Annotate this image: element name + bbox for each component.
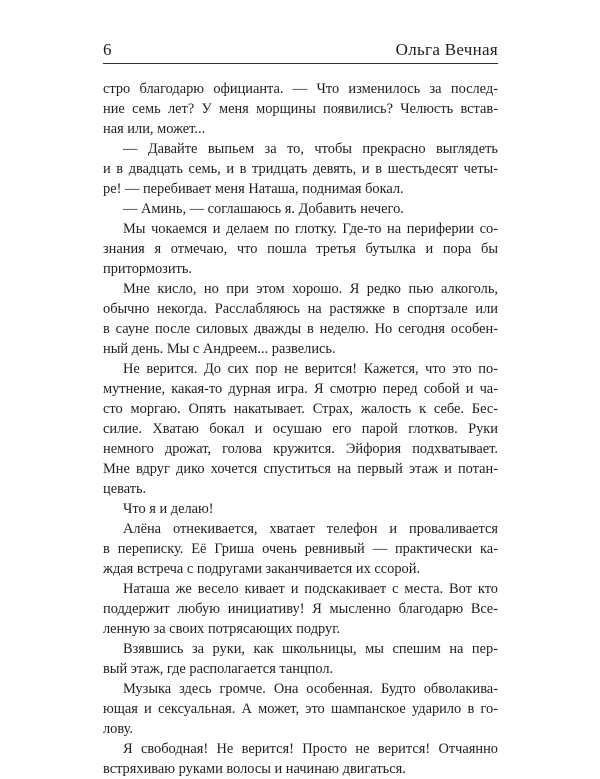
text-line: стро благодарю официанта. — Что изменилось за послед- (103, 81, 498, 97)
header-rule (103, 63, 498, 64)
text-line: в переписку. Её Гриша очень ревнивый — практически ка- (103, 541, 498, 557)
text-line: ждая встреча с подругами заканчивается их ссорой. (103, 561, 421, 577)
text-line: Музыка здесь громче. Она особенная. Будто обволакива- (123, 681, 498, 697)
text-line: поддержит любую инициативу! Я мысленно благодарю Всe- (103, 601, 498, 617)
text-line: в сауне после силовых дважды в неделю. Но сегодня особен- (103, 321, 498, 337)
text-line: обычно некогда. Расслабляюсь на растяжке в спортзале или (103, 301, 498, 317)
text-line: силие. Хватаю бокал и осушаю его парой глотков. Руки (103, 421, 498, 437)
text-line: мутнение, какая-то дурная игра. Я смотрю перед собой и ча- (103, 381, 498, 397)
body-text (103, 79, 498, 779)
text-line: лову. (103, 721, 134, 737)
page-header (103, 34, 498, 64)
text-line: Мне кисло, но при этом хорошо. Я редко пью алкоголь, (123, 281, 498, 297)
text-line: ленную за своих потрясающих подруг. (103, 621, 341, 637)
text-line: сто моргаю. Опять накатывает. Страх, жалость к себе. Бес- (103, 401, 498, 417)
text-line: Я свободная! Не верится! Просто не верится! Отчаянно (123, 741, 498, 757)
text-line: Мы чокаемся и делаем по глотку. Где-то на периферии со- (123, 221, 498, 237)
text-line: ный день. Мы с Андреем... развелись. (103, 341, 336, 357)
text-line: и в двадцать семь, и в тридцать девять, и в шестьдесят четы- (103, 161, 498, 177)
text-line: Взявшись за руки, как школьницы, мы спешим на пер- (123, 641, 498, 657)
text-line: немного дрожат, голова кружится. Эйфория подхватывает. (103, 441, 498, 457)
text-line: встряхиваю руками волосы и начинаю двигаться. (103, 761, 406, 777)
text-line: ние семь лет? У меня морщины появились? Челюсть встав- (103, 101, 498, 117)
text-line: притормозить. (103, 261, 193, 277)
running-head-author: Ольга Вечная (395, 40, 498, 59)
text-line: Мне вдруг дико хочется спуститься на первый этаж и потан- (103, 461, 498, 477)
page-number: 6 (103, 40, 112, 59)
text-line: Наташа же весело кивает и подскакивает с места. Вот кто (123, 581, 498, 597)
text-line: цевать. (103, 481, 147, 497)
text-line: вый этаж, где располагается танцпол. (103, 661, 334, 677)
text-line: ре! — перебивает меня Наташа, поднимая бокал. (103, 181, 404, 197)
text-line: ная или, может... (103, 121, 206, 137)
text-line: — Давайте выпьем за то, чтобы прекрасно выглядеть (123, 141, 498, 157)
text-line: Алёна отнекивается, хватает телефон и проваливается (123, 521, 498, 537)
text-line: Не верится. До сих пор не верится! Кажется, что это по- (123, 361, 498, 377)
text-line: — Аминь, — соглашаюсь я. Добавить нечего. (123, 201, 404, 217)
text-line: ющая и сексуальная. А может, это шампанское ударило в го- (103, 701, 498, 717)
text-line: знания я отмечаю, что пошла третья бутылка и пора бы (103, 241, 498, 257)
text-line: Что я и делаю! (123, 501, 214, 517)
